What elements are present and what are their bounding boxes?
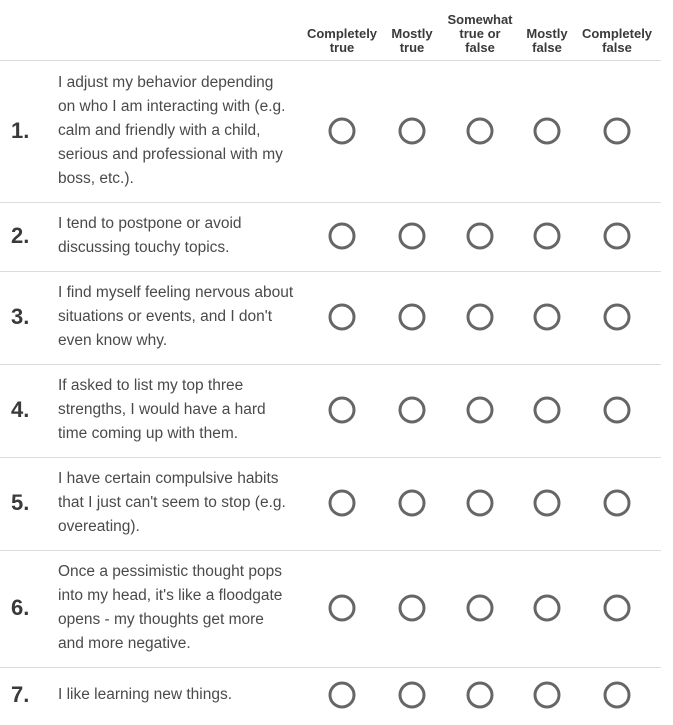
radio-completely-true[interactable] xyxy=(329,595,356,622)
question-row-7 xyxy=(0,667,661,725)
radio-completely-false[interactable] xyxy=(604,223,631,250)
radio-mostly-false[interactable] xyxy=(534,223,561,250)
question-text: If asked to list my top three strengths, I would have a hard time coming up with them. xyxy=(58,377,266,442)
radio-completely-false[interactable] xyxy=(604,595,631,622)
column-header-completely-false: Completely false xyxy=(581,26,653,55)
radio-mostly-false[interactable] xyxy=(534,397,561,424)
radio-somewhat[interactable] xyxy=(467,223,494,250)
question-number: 6. xyxy=(11,595,30,620)
radio-mostly-true[interactable] xyxy=(399,682,426,709)
radio-completely-false[interactable] xyxy=(604,682,631,709)
question-row-6 xyxy=(0,550,661,668)
question-number: 3. xyxy=(11,304,30,329)
radio-completely-true[interactable] xyxy=(329,397,356,424)
question-text: I tend to postpone or avoid discussing touchy topics. xyxy=(58,215,242,256)
column-header-mostly-false: Mostly false xyxy=(526,26,568,55)
radio-completely-true[interactable] xyxy=(329,223,356,250)
question-text: I adjust my behavior depending on who I am interacting with (e.g. calm and friendly with a child, serious and professional with my boss, etc.). xyxy=(58,74,286,187)
radio-somewhat[interactable] xyxy=(467,397,494,424)
question-number: 7. xyxy=(11,682,30,707)
radio-mostly-true[interactable] xyxy=(399,304,426,331)
radio-mostly-true[interactable] xyxy=(399,397,426,424)
question-row-2 xyxy=(0,202,661,272)
radio-mostly-false[interactable] xyxy=(534,118,561,145)
column-header-mostly-true: Mostly true xyxy=(391,26,433,55)
question-number: 1. xyxy=(11,118,30,143)
radio-completely-true[interactable] xyxy=(329,118,356,145)
question-row-1 xyxy=(0,61,661,203)
radio-completely-true[interactable] xyxy=(329,304,356,331)
column-header-completely-true: Completely true xyxy=(306,26,378,55)
radio-completely-false[interactable] xyxy=(604,490,631,517)
radio-completely-false[interactable] xyxy=(604,304,631,331)
radio-mostly-true[interactable] xyxy=(399,595,426,622)
question-text: Once a pessimistic thought pops into my head, it's like a floodgate opens - my thoughts get more and more negative. xyxy=(58,563,283,652)
radio-mostly-false[interactable] xyxy=(534,304,561,331)
column-header-row xyxy=(0,0,661,61)
radio-somewhat[interactable] xyxy=(467,490,494,517)
question-number: 4. xyxy=(11,397,30,422)
question-number: 2. xyxy=(11,223,30,248)
question-text: I find myself feeling nervous about situations or events, and I don't even know why. xyxy=(58,284,294,349)
question-row-3 xyxy=(0,271,661,365)
question-number: 5. xyxy=(11,490,30,515)
radio-somewhat[interactable] xyxy=(467,304,494,331)
radio-completely-true[interactable] xyxy=(329,490,356,517)
radio-mostly-true[interactable] xyxy=(399,223,426,250)
radio-somewhat[interactable] xyxy=(467,118,494,145)
column-header-somewhat: Somewhat true or false xyxy=(447,12,513,55)
radio-mostly-false[interactable] xyxy=(534,682,561,709)
question-text: I have certain compulsive habits that I just can't seem to stop (e.g. overeating). xyxy=(58,470,286,535)
radio-completely-false[interactable] xyxy=(604,118,631,145)
radio-somewhat[interactable] xyxy=(467,682,494,709)
radio-mostly-false[interactable] xyxy=(534,595,561,622)
radio-completely-false[interactable] xyxy=(604,397,631,424)
radio-somewhat[interactable] xyxy=(467,595,494,622)
radio-completely-true[interactable] xyxy=(329,682,356,709)
question-row-4 xyxy=(0,364,661,458)
radio-mostly-true[interactable] xyxy=(399,118,426,145)
radio-mostly-false[interactable] xyxy=(534,490,561,517)
question-row-5 xyxy=(0,457,661,551)
question-text: I like learning new things. xyxy=(58,686,233,703)
radio-mostly-true[interactable] xyxy=(399,490,426,517)
